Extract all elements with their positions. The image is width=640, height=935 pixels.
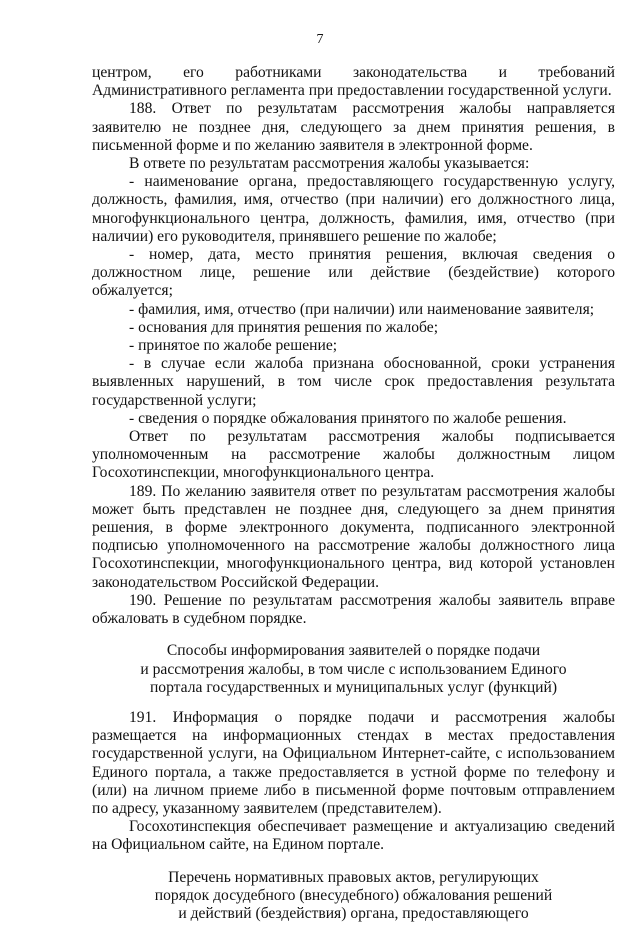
paragraph: - номер, дата, место принятия решения, включая сведения о должностном лице, решение или действие (бездействие) которого обжалуется; [92, 246, 615, 300]
paragraph: Ответ по результатам рассмотрения жалобы подписывается уполномоченным на рассмотрение жалобы должностным лицом Госохотинспекции, многофункционального центра. [92, 428, 615, 482]
section-heading-line: порядок досудебного (внесудебного) обжалования решений [154, 886, 553, 904]
section-heading-line: Перечень нормативных правовых актов, регулирующих [168, 868, 539, 886]
spacer [92, 923, 615, 935]
spacer [92, 628, 615, 642]
paragraph: - принятое по жалобе решение; [129, 337, 338, 355]
section-heading-line: и рассмотрения жалобы, в том числе с использованием Единого [140, 660, 567, 678]
document-body [92, 64, 615, 935]
paragraph: - наименование органа, предоставляющего государственную услугу, должность, фамилия, имя, отчество (при наличии) его должностного лица, многофункционального центра, должность, фамилия, имя, отчество (при наличии) его руководителя, принявшего решение по жалобе; [92, 173, 615, 245]
section-heading [92, 869, 615, 924]
paragraph: 189. По желанию заявителя ответ по результатам рассмотрения жалобы может быть представлен не позднее дня, следующего за днем принятия решения, в форме электронного документа, подписанного электронной подписью уполномоченного на рассмотрение жалобы должностного лица Госохотинспекции, многофункционального центра, вид которой установлен законодательством Российской Федерации. [92, 482, 615, 591]
paragraph: 191. Информация о порядке подачи и рассмотрения жалобы размещается на информационных стендах в местах предоставления государственной услуги, на Официальном Интернет-сайте, с использованием Единого портала, а также предоставляется в устной форме по телефону и (или) на личном приеме либо в письменной форме почтовым отправлением по адресу, указанному заявителем (представителем). [92, 708, 615, 817]
section-heading [92, 642, 615, 697]
paragraph: центром, его работниками законодательства и требований Административного регламента при предоставлении государственной услуги. [92, 64, 615, 100]
spacer [92, 855, 615, 869]
paragraph: Госохотинспекция обеспечивает размещение и актуализацию сведений на Официальном сайте, на Едином портале. [92, 818, 615, 854]
section-heading-line: Способы информирования заявителей о порядке подачи [166, 642, 541, 660]
paragraph: - в случае если жалоба признана обоснованной, сроки устранения выявленных нарушений, в том числе срок предоставления результата государственной услуги; [92, 355, 615, 409]
paragraph: - сведения о порядке обжалования принятого по жалобе решения. [129, 409, 567, 427]
page-number: 7 [316, 32, 324, 47]
paragraph: 188. Ответ по результатам рассмотрения жалобы направляется заявителю не позднее дня, следующего за днем принятия решения, в письменной форме и по желанию заявителя в электронной форме. [92, 100, 615, 154]
paragraph: - основания для принятия решения по жалобе; [129, 318, 439, 336]
section-heading-line: портала государственных и муниципальных услуг (функций) [149, 678, 558, 696]
paragraph: В ответе по результатам рассмотрения жалобы указывается: [129, 155, 530, 173]
paragraph: - фамилия, имя, отчество (при наличии) или наименование заявителя; [129, 300, 595, 318]
spacer [92, 697, 615, 709]
paragraph: 190. Решение по результатам рассмотрения жалобы заявитель вправе обжаловать в судебном порядке. [92, 591, 615, 628]
section-heading-line: и действий (бездействия) органа, предоставляющего [178, 904, 529, 922]
